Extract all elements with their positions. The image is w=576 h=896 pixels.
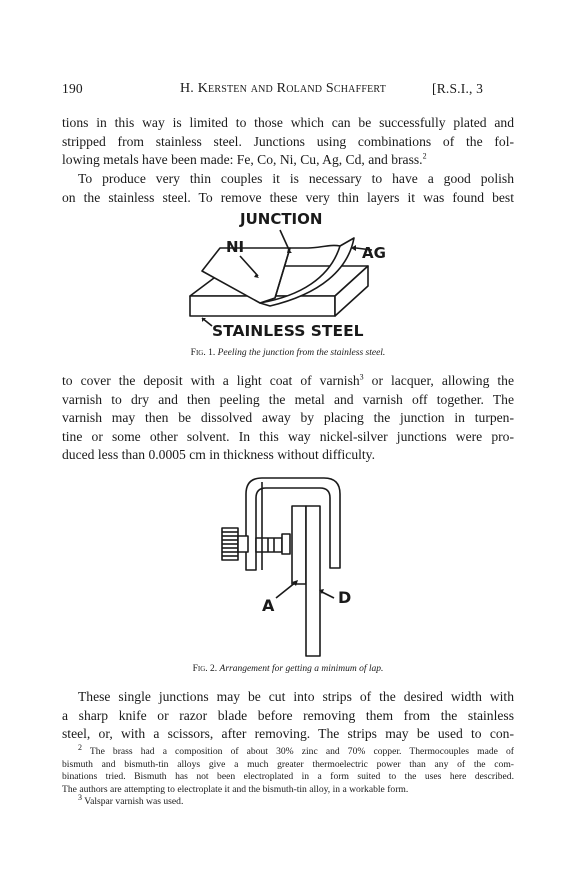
page-number: 190 [62, 81, 83, 96]
text-line: tine or some other solvent. In this way nickel-silver junctions were pro- [62, 428, 514, 444]
jaw-pad [282, 534, 290, 554]
journal-reference: [R.S.I., 3 [432, 81, 484, 96]
figure-2-illustration [212, 472, 362, 657]
paragraph-3 [62, 372, 514, 465]
text-line: on the stainless steel. To remove these very thin layers it was found best [62, 189, 514, 205]
paragraph-1 [62, 114, 514, 170]
paragraph-4 [62, 688, 514, 744]
label-stainless-steel: STAINLESS STEEL [212, 322, 364, 340]
paragraph-2 [62, 170, 514, 207]
footnote-ref: 2 [422, 151, 427, 161]
running-title: H. Kersten and Roland Schaffert [180, 81, 387, 96]
text-line: To produce very thin couples it is necessary to have a good polish [78, 171, 514, 186]
text-line: varnish may then be dissolved away by placing the junction in turpen- [62, 410, 514, 426]
text-line: tions in this way is limited to those which can be successfully plated and [62, 115, 514, 130]
arrow-a [276, 582, 296, 598]
footnote-2-line: binations tried. Bismuth has not been electroplated in a form suited to the uses here described. [62, 771, 514, 783]
label-d: D [338, 588, 352, 607]
figure-1-caption: Fig. 1. Peeling the junction from the stainless steel. [190, 348, 386, 358]
text-line: stripped from stainless steel. Junctions using combinations of the fol- [62, 133, 514, 149]
label-ni: NI [226, 238, 245, 256]
footnotes [62, 742, 514, 809]
text-line: a sharp knife or razor blade before removing them from the stainless [62, 707, 514, 723]
text-line: lowing metals have been made: Fe, Co, Ni, Cu, Ag, Cd, and brass.$^2$ [62, 151, 427, 168]
plate-d [306, 506, 320, 656]
footnote-3-line: $^3$ Valspar varnish was used. [78, 793, 184, 808]
text-line: varnish to dry and then peeling the metal and varnish off together. The [62, 391, 514, 407]
label-ag: AG [362, 244, 386, 262]
text-line: These single junctions may be cut into strips of the desired width with [78, 689, 514, 704]
plate-a [292, 506, 306, 584]
footnote-2-line: $^2$ The brass had a composition of about 30% zinc and 70% copper. Thermocouples made of [78, 742, 514, 757]
footnote-2-line: The authors are attempting to electroplate it and the bismuth-tin alloy, in a workable form. [62, 783, 409, 795]
label-a: A [262, 596, 275, 615]
screw-shaft [256, 538, 282, 552]
figure-2-caption: Fig. 2. Arrangement for getting a minimum of lap. [192, 664, 384, 674]
text-line: duced less than 0.0005 cm in thickness without difficulty. [62, 447, 375, 463]
arrow-d [322, 592, 334, 598]
footnote-2-line: bismuth and bismuth-tin alloys give a much greater thermoelectric power than any of the com- [62, 758, 514, 770]
text-line: to cover the deposit with a light coat of varnish$^3$ or lacquer, allowing the [62, 372, 514, 388]
text-line: steel, or, with a scissors, after removing. The strips may be used to con- [62, 726, 514, 742]
ag-top-edge [308, 245, 340, 248]
label-junction: JUNCTION [240, 210, 323, 228]
footnote-ref: 3 [359, 372, 364, 382]
